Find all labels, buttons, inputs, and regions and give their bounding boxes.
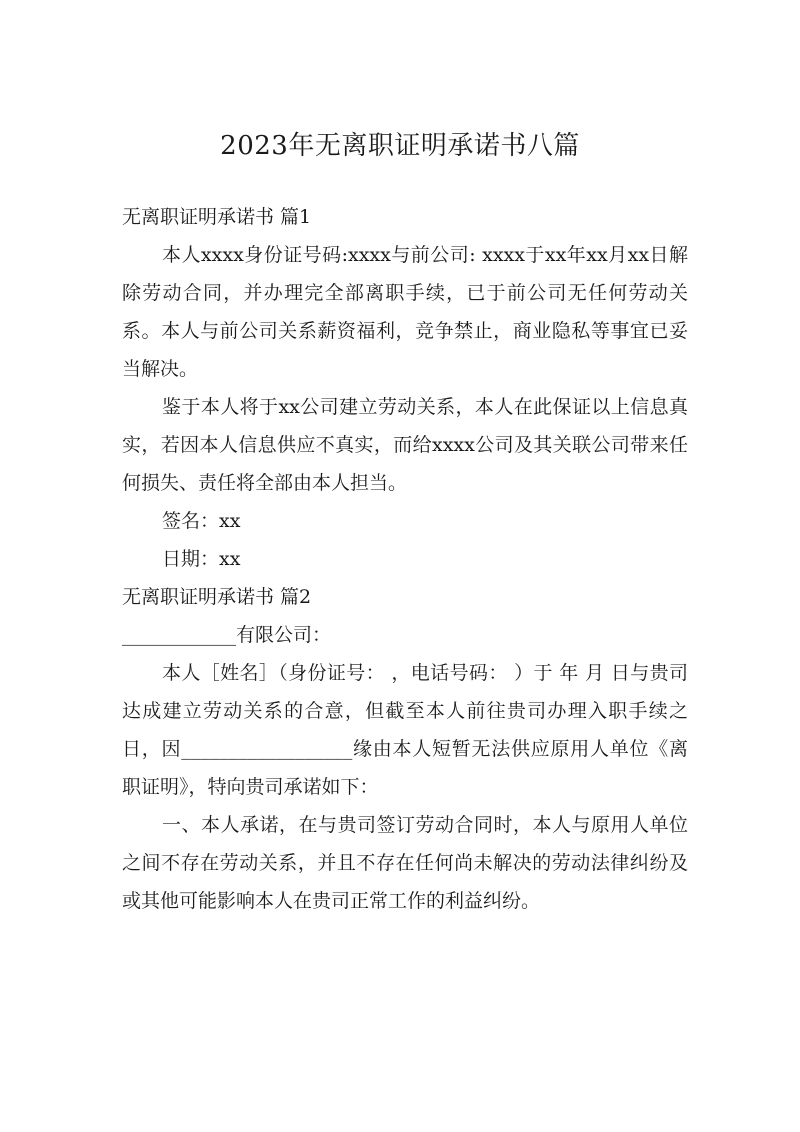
section-2-addressee: ____________有限公司： [122, 624, 332, 646]
section-2-paragraph-1: 本人［姓名］（身份证号： ，电话号码： ）于 年 月 日与贵司达成建立劳动关系的合意，但截至本人前往贵司办理入职手续之日，因__________________缘由本人短暂无法供应原用人单位《离职证明》，特向贵司承诺如下： [122, 662, 688, 798]
section-2-heading: 无离职证明承诺书 篇2 [122, 586, 312, 608]
document-title: 2023年无离职证明承诺书八篇 [220, 131, 580, 161]
section-1-paragraph-2: 鉴于本人将于xx公司建立劳动关系，本人在此保证以上信息真实，若因本人信息供应不真实，而给xxxx公司及其关联公司带来任何损失、责任将全部由本人担当。 [122, 396, 688, 494]
section-1-heading: 无离职证明承诺书 篇1 [122, 206, 312, 228]
section-1-signature: 签名：xx [162, 510, 241, 532]
section-1-paragraph-1: 本人xxxx身份证号码:xxxx与前公司: xxxx于xx年xx月xx日解除劳动合同，并办理完全部离职手续，已于前公司无任何劳动关系。本人与前公司关系薪资福利，竞争禁止，商业隐私等事宜已妥当解决。 [122, 244, 688, 380]
document-body [122, 198, 688, 920]
section-2-paragraph-2: 一、本人承诺，在与贵司签订劳动合同时，本人与原用人单位之间不存在劳动关系，并且不存在任何尚未解决的劳动法律纠纷及或其他可能影响本人在贵司正常工作的利益纠纷。 [122, 814, 688, 912]
section-1-date: 日期：xx [162, 548, 241, 570]
